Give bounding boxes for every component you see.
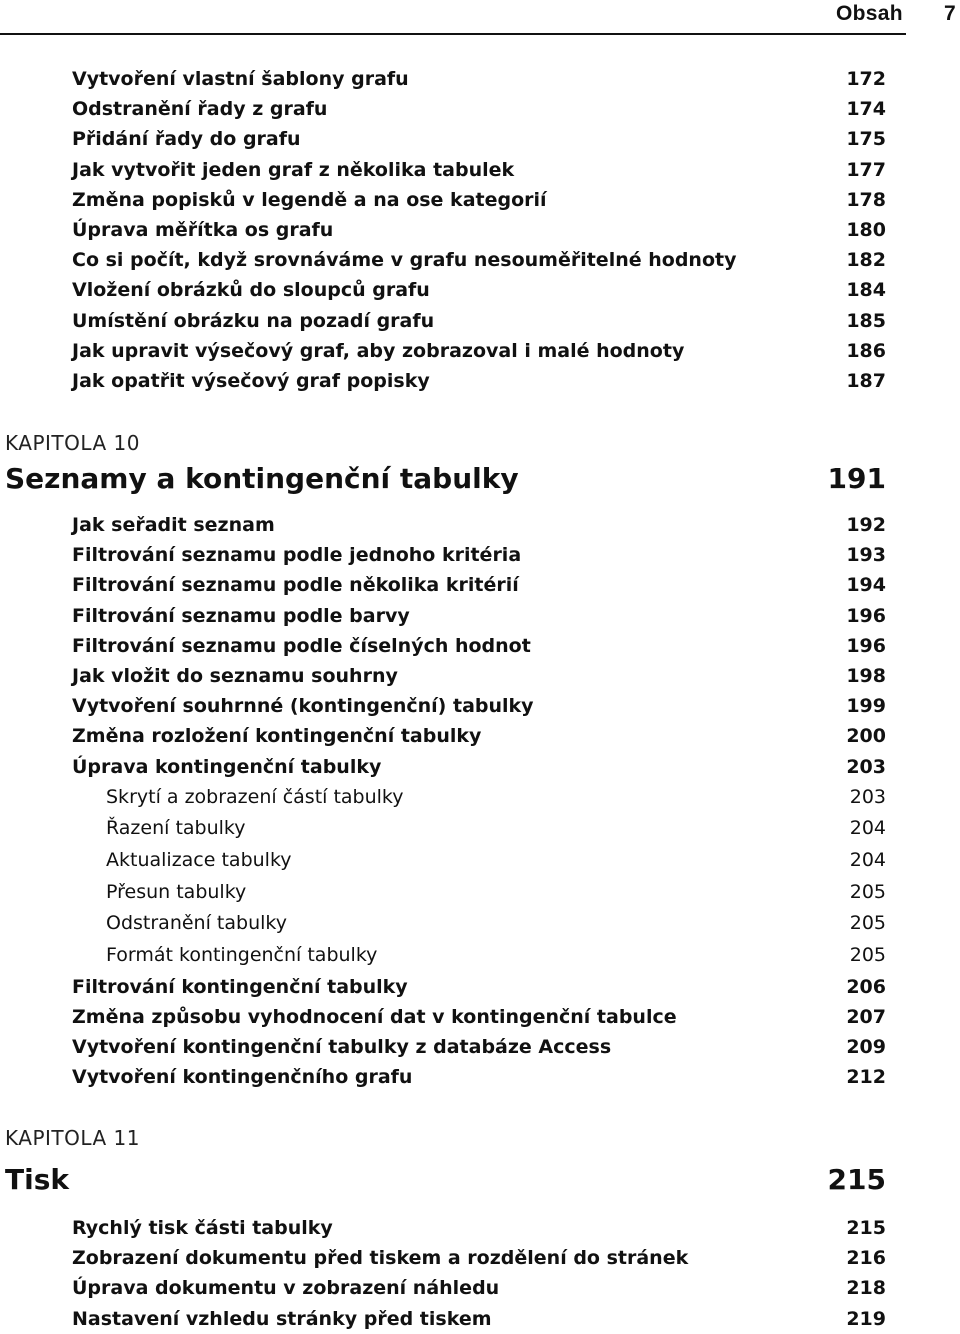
toc-entry-page: 200 [846,725,886,748]
toc-entry-page: 175 [846,128,886,151]
toc-entry-page: 198 [846,664,886,687]
toc-entry[interactable] [72,540,886,570]
toc-entry-title: Jak vytvořit jeden graf z několika tabulek [72,158,515,181]
toc-entry[interactable] [72,972,886,1002]
toc-entry-page: 178 [846,188,886,211]
toc-entry[interactable] [72,1002,886,1032]
toc-list-chapter-10 [72,510,886,1093]
toc-entry-title: Nastavení vzhledu stránky před tiskem [72,1307,492,1330]
toc-entry[interactable] [72,570,886,600]
toc-entry[interactable] [72,215,886,245]
toc-entry[interactable] [72,1243,886,1273]
toc-entry-title: Skrytí a zobrazení částí tabulky [106,785,404,808]
toc-entry-title: Vytvoření souhrnné (kontingenční) tabulky [72,695,534,718]
toc-entry-page: 172 [846,68,886,90]
toc-entry-page: 207 [846,1006,886,1028]
toc-entry[interactable] [72,601,886,631]
toc-entry[interactable] [72,336,886,366]
toc-entry-title: Filtrování seznamu podle číselných hodnot [72,634,531,657]
toc-entry[interactable] [72,306,886,336]
toc-entry-title: Jak upravit výsečový graf, aby zobrazoval i malé hodnoty [72,339,685,362]
toc-entry-page: 177 [846,158,886,181]
toc-entry-title: Jak opatřit výsečový graf popisky [72,369,430,392]
toc-entry-title: Řazení tabulky [106,817,246,840]
toc-entry[interactable] [72,1273,886,1303]
header-title: Obsah [836,2,903,25]
toc-entry[interactable] [72,366,886,396]
toc-entry-title: Aktualizace tabulky [106,849,292,872]
toc-entry-page: 215 [846,1217,886,1239]
toc-entry[interactable] [72,1304,886,1334]
toc-entry-page: 185 [846,309,886,332]
header-page-number: 7 [944,2,956,25]
toc-entry-page: 203 [846,755,886,778]
toc-entry[interactable] [72,510,886,540]
toc-entry[interactable] [72,245,886,275]
toc-entry-title: Úprava měřítka os grafu [72,218,334,241]
chapter-title-10: Seznamy a kontingenční tabulky [5,462,519,495]
chapter-heading-11[interactable] [5,1162,886,1198]
toc-entry[interactable] [72,1062,886,1092]
toc-entry-title: Formát kontingenční tabulky [106,944,378,967]
toc-entry-title: Úprava kontingenční tabulky [72,755,382,778]
toc-subentry[interactable] [72,877,886,909]
toc-list-continued [72,64,886,396]
toc-subentry[interactable] [72,940,886,972]
toc-entry-title: Přidání řady do grafu [72,128,301,151]
toc-entry-page: 194 [846,574,886,597]
toc-entry-page: 187 [846,369,886,392]
toc-entry-page: 219 [846,1307,886,1330]
toc-entry[interactable] [72,124,886,154]
toc-entry-title: Změna popisků v legendě a na ose kategorií [72,188,547,211]
toc-entry[interactable] [72,661,886,691]
toc-entry-title: Odstranění tabulky [106,912,287,935]
toc-entry-page: 186 [846,339,886,362]
toc-subentry[interactable] [72,782,886,814]
toc-entry[interactable] [72,1032,886,1062]
toc-entry-title: Změna rozložení kontingenční tabulky [72,725,482,748]
toc-entry-page: 204 [849,817,886,840]
toc-entry-title: Co si počít, když srovnáváme v grafu nesouměřitelné hodnoty [72,249,737,272]
toc-entry-title: Odstranění řady z grafu [72,98,328,121]
toc-entry-page: 180 [846,218,886,241]
toc-subentry[interactable] [72,908,886,940]
toc-entry-title: Filtrování seznamu podle barvy [72,604,410,627]
toc-entry-page: 203 [849,785,886,808]
toc-entry-title: Změna způsobu vyhodnocení dat v kontingenční tabulce [72,1006,677,1028]
toc-entry-page: 218 [846,1277,886,1300]
toc-entry-page: 182 [846,249,886,272]
toc-entry-page: 216 [846,1247,886,1270]
toc-entry-title: Umístění obrázku na pozadí grafu [72,309,435,332]
toc-entry-title: Jak vložit do seznamu souhrny [72,664,398,687]
toc-list-chapter-11 [72,1213,886,1334]
toc-entry[interactable] [72,155,886,185]
toc-entry-page: 205 [849,912,886,935]
toc-entry[interactable] [72,1213,886,1243]
toc-entry-title: Rychlý tisk části tabulky [72,1217,333,1239]
page-header [0,0,960,36]
toc-entry-title: Filtrování seznamu podle jednoho kritéria [72,544,522,567]
chapter-page-10: 191 [827,462,886,495]
toc-entry-page: 196 [846,634,886,657]
toc-entry[interactable] [72,94,886,124]
toc-entry-page: 192 [846,514,886,536]
chapter-heading-10[interactable] [5,461,886,497]
chapter-title-11: Tisk [5,1163,69,1196]
toc-entry-page: 196 [846,604,886,627]
toc-entry[interactable] [72,752,886,782]
toc-entry-title: Přesun tabulky [106,880,247,903]
toc-entry-title: Zobrazení dokumentu před tiskem a rozdělení do stránek [72,1247,689,1270]
toc-entry-title: Vytvoření vlastní šablony grafu [72,68,409,90]
toc-subentry[interactable] [72,813,886,845]
toc-entry-page: 209 [846,1036,886,1059]
toc-entry-page: 174 [846,98,886,121]
toc-entry-page: 212 [846,1066,886,1089]
toc-entry-title: Vytvoření kontingenční tabulky z databáze Access [72,1036,612,1059]
toc-entry-page: 199 [846,695,886,718]
toc-entry[interactable] [72,631,886,661]
toc-subentry[interactable] [72,845,886,877]
toc-entry-page: 205 [849,944,886,967]
toc-entry-title: Filtrování seznamu podle několika kritérií [72,574,519,597]
chapter-label-11: KAPITOLA 11 [5,1126,140,1150]
chapter-page-11: 215 [827,1163,886,1196]
toc-entry-page: 184 [846,279,886,302]
header-rule [0,33,906,35]
toc-entry[interactable] [72,275,886,305]
toc-entry-title: Úprava dokumentu v zobrazení náhledu [72,1277,500,1300]
toc-entry-page: 204 [849,849,886,872]
toc-entry[interactable] [72,721,886,751]
toc-entry-title: Filtrování kontingenční tabulky [72,975,408,998]
toc-entry-page: 206 [846,975,886,998]
chapter-label-10: KAPITOLA 10 [5,431,140,455]
toc-entry-title: Vytvoření kontingenčního grafu [72,1066,413,1089]
toc-entry[interactable] [72,185,886,215]
toc-entry-title: Jak seřadit seznam [72,514,275,536]
toc-entry-page: 193 [846,544,886,567]
toc-entry-title: Vložení obrázků do sloupců grafu [72,279,430,302]
toc-entry[interactable] [72,64,886,94]
toc-entry-page: 205 [849,880,886,903]
toc-entry[interactable] [72,691,886,721]
